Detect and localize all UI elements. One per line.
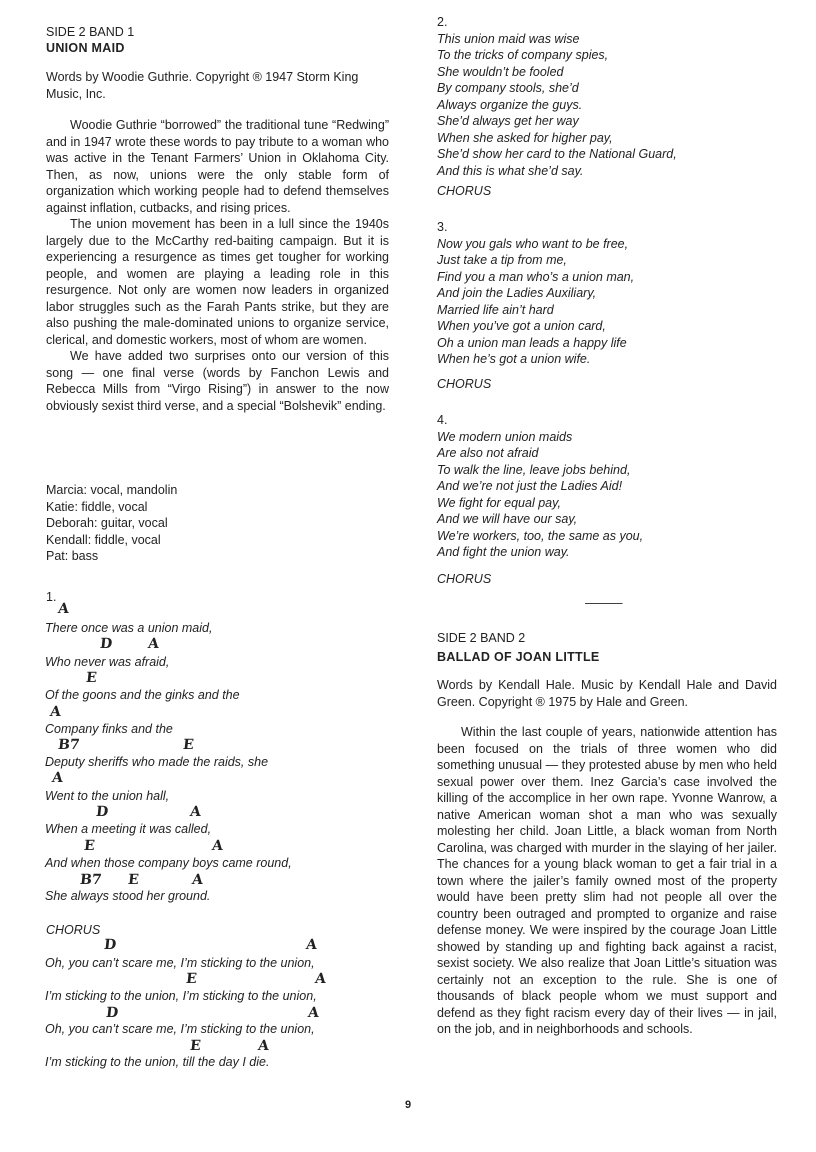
lyric-line: Married life ain’t hard xyxy=(437,302,554,317)
lyric-line: When she asked for higher pay, xyxy=(437,130,613,145)
lyric-line: When he’s got a union wife. xyxy=(437,352,591,366)
lyric-line: Now you gals who want to be free, xyxy=(437,236,629,251)
lyric-line: We fight for equal pay, xyxy=(437,495,561,510)
song-title-union-maid: UNION MAID xyxy=(46,41,125,55)
lyric-line: And when those company boys came round, xyxy=(45,856,292,870)
chord: B7 xyxy=(79,872,103,888)
joan-little-paragraph: Within the last couple of years, nationwide attention has been focused on the trials of three women who did something unusual — they protested abuse by men who held sexual power over them. Inez Garcia’s case involved the killing of the accomplice in her own rape. Yvonne Wanrow, a native American woman shot a man who was sexually molesting her child. Joan Little, a black woman from North Carolina, was charged with murder in the slaying of her jailer. The chances for a young black woman to get a fair trial in a town where the jailer’s family owned most of the property would have been pretty slim had not people all over the country been outraged and prompted to organize and raise defense money. We were inspired by the courage Joan Little showed by standing up and fighting back against a racist, sexist society. We also realize that Joan Little’s situation was certainly not an exception to the rule. She is one of thousands of black people whom we must support and defend as they fight racism every day of their lives — in jail, on the job, and in neighborhoods and schools. xyxy=(437,725,777,1036)
chord: A xyxy=(211,838,224,854)
lyric-line: Of the goons and the ginks and the xyxy=(45,688,240,702)
verse-number-2: 2. xyxy=(437,15,448,29)
chorus-label: CHORUS xyxy=(437,376,492,391)
chord: A xyxy=(314,971,327,987)
chord: A xyxy=(257,1038,270,1054)
verse-number-3: 3. xyxy=(437,220,448,234)
lyric-line: Deputy sheriffs who made the raids, she xyxy=(45,755,269,769)
chord: B7 xyxy=(57,737,81,753)
lyric-line: We modern union maids xyxy=(437,429,573,444)
lyric-line: She’d show her card to the National Guard, xyxy=(437,147,677,161)
chorus-label: CHORUS xyxy=(437,184,492,198)
lyric-line: And this is what she’d say. xyxy=(437,163,584,178)
lyric-line: Oh a union man leads a happy life xyxy=(437,335,627,350)
verse-2 xyxy=(437,14,777,200)
lyric-line: She’d always get her way xyxy=(437,114,579,128)
performer: Marcia: vocal, mandolin xyxy=(46,483,178,497)
chord: E xyxy=(83,838,96,854)
intro-paragraph: The union movement has been in a lull since the 1940s largely due to the McCarthy red-baiting campaign. But it is experiencing a resurgence as times get tougher for working people, and women are playing a leading role in this resurgence. Not only are women now leaders in organized labor struggles such as the Farah Pants strike, but they are also pushing the male-dominated unions to organize service, clerical, and domestic workers, most of whom are women. xyxy=(46,217,389,347)
lyric-line: Are also not afraid xyxy=(437,446,539,460)
lyric-line: I’m sticking to the union, I’m sticking to the union, xyxy=(45,989,317,1003)
lyric-line: Always organize the guys. xyxy=(437,97,583,112)
credits-union-maid: Words by Woodie Guthrie. Copyright ® 1947 Storm King Music, Inc. xyxy=(46,70,359,101)
intro-text xyxy=(46,117,389,414)
lyric-line: When you’ve got a union card, xyxy=(437,319,606,333)
credits-joan-little: Words by Kendall Hale. Music by Kendall Hale and David Green. Copyright ® 1975 by Hale and Green. xyxy=(437,678,777,709)
chord: D xyxy=(95,804,109,820)
chord: A xyxy=(191,872,204,888)
chorus-label: CHORUS xyxy=(437,571,492,586)
performer: Kendall: fiddle, vocal xyxy=(46,532,161,547)
chord: E xyxy=(189,1038,202,1054)
lyric-line: Find you a man who’s a union man, xyxy=(437,269,635,284)
verse-4 xyxy=(437,412,777,587)
song-title-joan-little: BALLAD OF JOAN LITTLE xyxy=(437,650,600,664)
chord: D xyxy=(99,636,113,652)
verse-number-4: 4. xyxy=(437,413,448,427)
lyric-line: And fight the union way. xyxy=(437,545,570,559)
lyric-line: Just take a tip from me, xyxy=(437,253,567,267)
section-label-band2: SIDE 2 BAND 2 xyxy=(437,631,526,645)
lyric-line: And join the Ladies Auxiliary, xyxy=(437,286,597,300)
lyric-line: Company finks and the xyxy=(45,722,173,736)
chord: D xyxy=(105,1005,119,1021)
chord: A xyxy=(147,636,160,652)
intro-paragraph: Woodie Guthrie “borrowed” the traditional tune “Redwing” and in 1947 wrote these words to pay tribute to a woman who was active in the Tenant Farmers’ Union in Oklahoma City. Then, as now, unions were the only stable form of organization which working people had to defend themselves against inflation, cutbacks, and rising prices. xyxy=(46,118,389,215)
lyric-line: I’m sticking to the union, till the day I die. xyxy=(45,1055,270,1069)
lyric-line: To walk the line, leave jobs behind, xyxy=(437,462,631,477)
chord: D xyxy=(103,937,117,953)
lyric-line: And we will have our say, xyxy=(437,512,578,526)
lyric-line: She always stood her ground. xyxy=(45,889,211,903)
chord: A xyxy=(57,601,70,617)
lyric-line: By company stools, she’d xyxy=(437,81,579,95)
page-number: 9 xyxy=(404,1099,412,1111)
verse-3 xyxy=(437,219,777,392)
section-divider: ——— xyxy=(585,596,623,610)
chord: E xyxy=(85,670,98,686)
intro-paragraph: We have added two surprises onto our version of this song — one final verse (words by Fanchon Lewis and Rebecca Mills from “Virgo Rising”) in answer to the now obviously sexist third verse, and a special “Bolshevik” ending. xyxy=(46,349,389,413)
lyric-line: When a meeting it was called, xyxy=(45,822,212,836)
performer: Deborah: guitar, vocal xyxy=(46,516,168,530)
performer-list xyxy=(46,482,177,565)
chorus-label: CHORUS xyxy=(46,923,101,937)
lyric-line: She wouldn’t be fooled xyxy=(437,64,564,79)
chord: A xyxy=(305,937,318,953)
lyric-line: We’re workers, too, the same as you, xyxy=(437,528,644,543)
chord: A xyxy=(307,1005,320,1021)
lyric-line: There once was a union maid, xyxy=(45,621,213,635)
lyric-line: To the tricks of company spies, xyxy=(437,48,609,62)
chord: E xyxy=(182,737,195,753)
performer: Pat: bass xyxy=(46,549,99,563)
section-label-band1: SIDE 2 BAND 1 xyxy=(46,25,135,39)
lyric-line: And we’re not just the Ladies Aid! xyxy=(437,479,623,493)
chord: A xyxy=(49,704,62,720)
chord: E xyxy=(185,971,198,987)
chord: E xyxy=(127,872,140,888)
lyric-line: This union maid was wise xyxy=(437,31,580,46)
verse-number-1: 1. xyxy=(46,590,57,604)
lyric-line: Went to the union hall, xyxy=(45,789,170,803)
chord: A xyxy=(51,770,64,786)
lyric-line: Who never was afraid, xyxy=(45,655,170,669)
lyric-line: Oh, you can’t scare me, I’m sticking to the union, xyxy=(45,956,315,970)
lyric-line: Oh, you can’t scare me, I’m sticking to the union, xyxy=(45,1022,315,1036)
chord: A xyxy=(189,804,202,820)
performer: Katie: fiddle, vocal xyxy=(46,499,148,514)
